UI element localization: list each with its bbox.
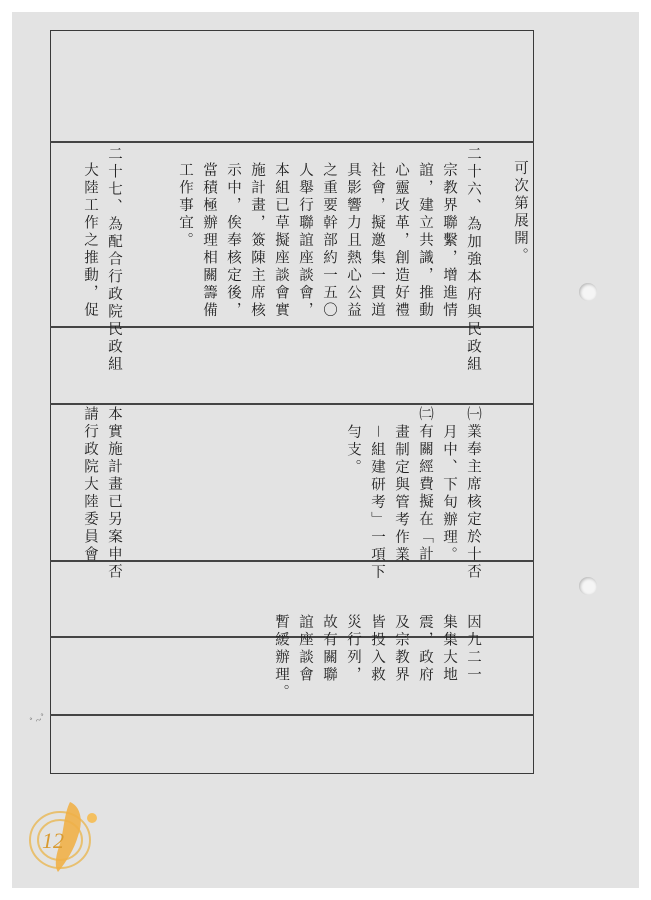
item26-col-2: 宗教界聯繫，增進情 bbox=[441, 162, 457, 320]
item26-col-5: 社會，擬邀集一貫道 bbox=[369, 162, 385, 320]
item26-col-11: 示中，俟奉核定後， bbox=[225, 162, 241, 320]
item26-note-col-1: ㈠業奉主席核定於十否 bbox=[465, 406, 481, 581]
delay-col-7: 故有關聯 bbox=[321, 614, 337, 684]
item27-note-col-1: 本實施計畫已另案申否 bbox=[106, 406, 122, 581]
item26-note-col-3: ㈡有關經費擬在「計 bbox=[417, 406, 433, 564]
delay-col-6: 災行列， bbox=[345, 614, 361, 684]
delay-col-1: 因九二一 bbox=[465, 614, 481, 684]
item26-col-8: 人舉行聯誼座談會， bbox=[297, 162, 313, 320]
item26-col-6: 具影響力且熱心公益 bbox=[345, 162, 361, 320]
delay-col-2: 集集大地 bbox=[441, 614, 457, 684]
archive-logo bbox=[22, 796, 112, 880]
item26-note-col-6: 勻支。 bbox=[345, 424, 361, 477]
row-divider-6 bbox=[50, 714, 534, 716]
item26-col-13: 工作事宜。 bbox=[177, 162, 193, 250]
continuation-col-1: 可次第展開。 bbox=[512, 160, 528, 265]
item26-note-col-2: 月中、下旬辦理。 bbox=[441, 424, 457, 564]
item26-col-3: 誼，建立共識，推動 bbox=[417, 162, 433, 320]
item27-col-2: 大陸工作之推動，促 bbox=[82, 162, 98, 320]
item26-col-4: 心靈改革，創造好禮 bbox=[393, 162, 409, 320]
item26-col-10: 施計畫，簽陳主席核 bbox=[249, 162, 265, 320]
item26-col-9: 本組已草擬座談會實 bbox=[273, 162, 289, 320]
delay-col-4: 及宗教界 bbox=[393, 614, 409, 684]
row-divider-3 bbox=[50, 403, 534, 405]
item27-note-col-2: 請行政院大陸委員會 bbox=[82, 406, 98, 564]
item26-note-col-4: 畫制定與管考作業 bbox=[393, 424, 409, 564]
row-divider-1 bbox=[50, 141, 534, 143]
binder-hole-bottom bbox=[579, 577, 597, 595]
item26-col-7: 之重要幹部約一五〇 bbox=[321, 162, 337, 320]
delay-col-5: 皆投入救 bbox=[369, 614, 385, 684]
delay-col-9: 暫緩辦理。 bbox=[273, 614, 289, 702]
item26-col-12: 當積極辦理相關籌備 bbox=[201, 162, 217, 320]
logo-sun-icon bbox=[87, 813, 97, 823]
delay-col-3: 震，政府 bbox=[417, 614, 433, 684]
item27-col-1: 二十七、為配合行政院民政組 bbox=[106, 146, 122, 374]
item26-note-col-5: －組建研考」一項下 bbox=[369, 424, 385, 582]
item26-col-1: 二十六、為加強本府與民政組 bbox=[465, 146, 481, 374]
binder-hole-top bbox=[579, 283, 597, 301]
delay-col-8: 誼座談會 bbox=[297, 614, 313, 684]
logo-numeral: 12 bbox=[42, 828, 64, 853]
pencil-mark: ﾞ~ﾞ bbox=[28, 711, 50, 730]
